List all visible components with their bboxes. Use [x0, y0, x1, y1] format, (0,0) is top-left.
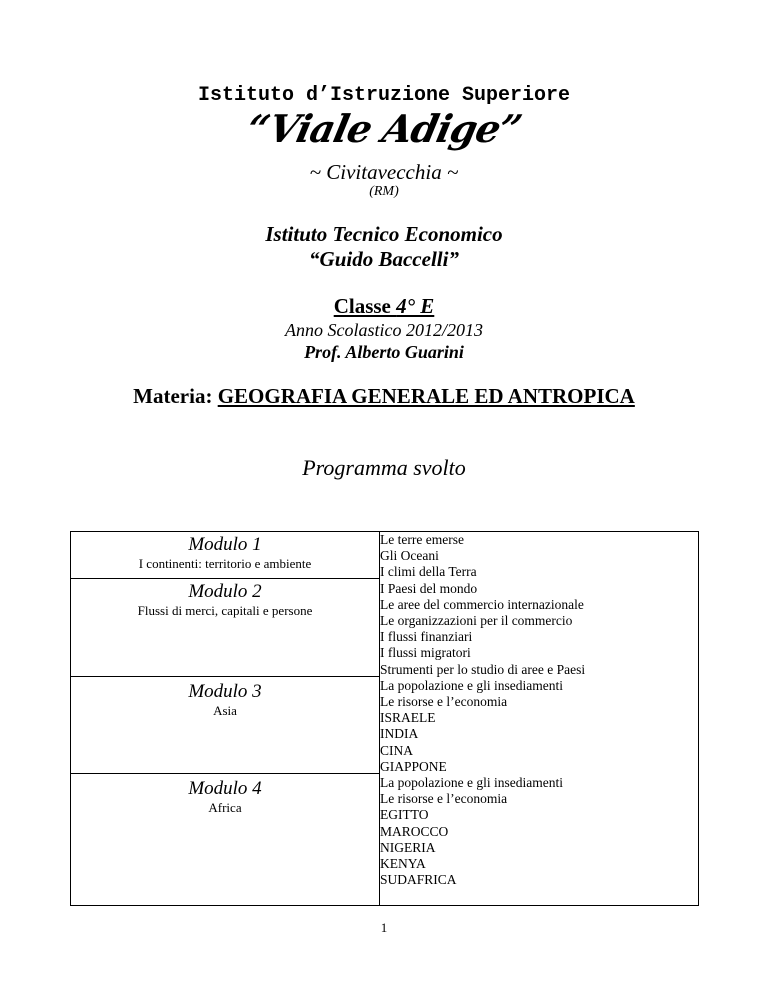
topic-item: SUDAFRICA [380, 872, 457, 888]
module-title: Modulo 3 [188, 681, 262, 702]
topic-item: I Paesi del mondo [380, 580, 478, 596]
module-title: Modulo 4 [188, 778, 262, 799]
topic-item: Le aree del commercio internazionale [380, 596, 584, 612]
topic-item: CINA [380, 742, 413, 758]
class-value: 4° E [396, 294, 435, 318]
topic-item: Le risorse e l’economia [380, 694, 508, 710]
topic-item: ISRAELE [380, 710, 436, 726]
module-cell [71, 579, 380, 677]
province-line: (RM) [369, 184, 399, 199]
topic-item: GIAPPONE [380, 758, 447, 774]
topic-item: Strumenti per lo studio di aree e Paesi [380, 661, 586, 677]
topic-item: INDIA [380, 726, 419, 742]
school-name: “Guido Baccelli” [309, 247, 459, 271]
city-line: ~ Civitavecchia ~ [309, 160, 459, 184]
institute-heading: Istituto d’Istruzione Superiore [197, 84, 571, 107]
module-subtitle: Africa [208, 800, 242, 815]
topic-item: Gli Oceani [380, 548, 439, 564]
topic-item: La popolazione e gli insediamenti [380, 775, 563, 791]
topic-item: MAROCCO [380, 823, 449, 839]
topic-item: Le risorse e l’economia [380, 791, 508, 807]
class-label: Classe [333, 294, 397, 318]
program-title: Programma svolto [302, 455, 466, 480]
institute-name: “Viale Adige” [242, 106, 526, 151]
topics-cell [380, 532, 699, 906]
module-subtitle: Flussi di merci, capitali e persone [137, 603, 313, 618]
page-number: 1 [380, 920, 388, 935]
module-title: Modulo 1 [188, 534, 262, 555]
module-title: Modulo 2 [188, 581, 262, 602]
program-table [70, 531, 699, 906]
topic-item: EGITTO [380, 807, 429, 823]
module-subtitle: Asia [213, 703, 237, 718]
topic-item: La popolazione e gli insediamenti [380, 677, 563, 693]
topic-item: Le organizzazioni per il commercio [380, 613, 573, 629]
teacher-name: Prof. Alberto Guarini [304, 342, 464, 362]
module-cell [71, 532, 380, 579]
topic-item: I flussi finanziari [380, 629, 473, 645]
topic-item: I climi della Terra [380, 564, 477, 580]
module-cell [71, 677, 380, 774]
subject-label: Materia: [133, 384, 218, 408]
module-cell [71, 774, 380, 906]
module-row [71, 532, 699, 579]
subject-value: GEOGRAFIA GENERALE ED ANTROPICA [217, 384, 635, 408]
subject-line [0, 384, 768, 409]
topic-item: NIGERIA [380, 839, 436, 855]
school-type: Istituto Tecnico Economico [265, 222, 503, 246]
topic-item: Le terre emerse [380, 532, 464, 547]
topic-item: I flussi migratori [380, 645, 471, 661]
topic-item: KENYA [380, 856, 426, 872]
module-subtitle: I continenti: territorio e ambiente [138, 556, 312, 571]
school-year: Anno Scolastico 2012/2013 [285, 320, 483, 340]
class-line [0, 294, 768, 319]
